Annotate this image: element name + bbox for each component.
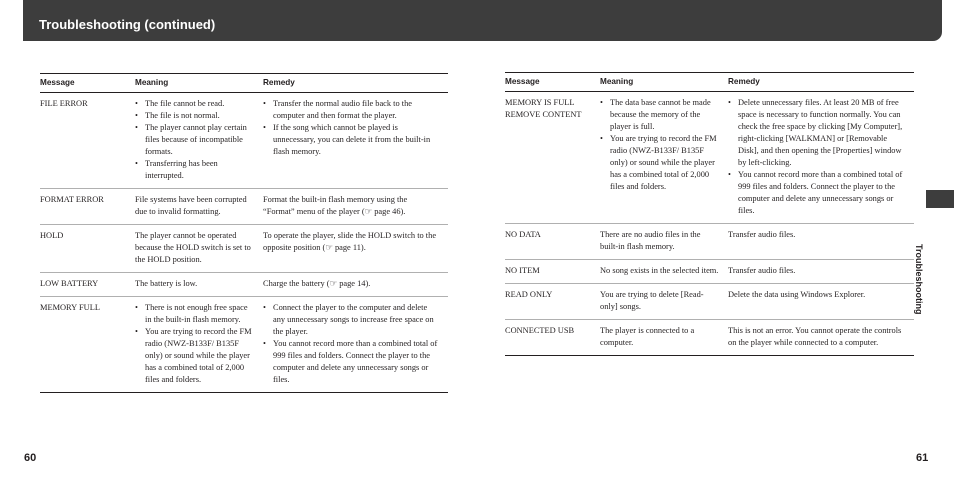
meaning-cell: You are trying to delete [Read-only] songs. bbox=[600, 284, 728, 320]
table-row bbox=[505, 320, 914, 356]
table-row bbox=[40, 189, 448, 225]
meaning-cell: The battery is low. bbox=[135, 273, 263, 297]
bullet-item: • You are trying to record the FM radio (NWZ-B133F/ B135F only) or sound while the player has a combined total of 2,000 files and folders. bbox=[610, 133, 720, 193]
column-header-remedy: Remedy bbox=[263, 74, 448, 93]
table-body bbox=[505, 92, 914, 356]
column-header-meaning: Meaning bbox=[600, 73, 728, 92]
bullet-item: • The player cannot play certain files because of incompatible formats. bbox=[145, 122, 255, 158]
page-title: Troubleshooting (continued) bbox=[39, 17, 216, 32]
meaning-cell: The player cannot be operated because the HOLD switch is set to the HOLD position. bbox=[135, 225, 263, 273]
table-row bbox=[40, 273, 448, 297]
remedy-cell: Charge the battery (☞ page 14). bbox=[263, 273, 448, 297]
message-cell: LOW BATTERY bbox=[40, 273, 135, 297]
bullet-item: • The data base cannot be made because the memory of the player is full. bbox=[610, 97, 720, 133]
remedy-cell: To operate the player, slide the HOLD switch to the opposite position (☞ page 11). bbox=[263, 225, 448, 273]
section-tab bbox=[926, 190, 954, 208]
bullet-item: • Delete unnecessary files. At least 20 MB of free space is necessary to function normally. You can check the free space by clicking [My Computer], right-clicking [WALKMAN] or [Removable Disk], and then opening the [Properties] window by left-clicking. bbox=[738, 97, 906, 169]
table-row bbox=[40, 225, 448, 273]
header-bar bbox=[23, 0, 942, 41]
table-row bbox=[505, 224, 914, 260]
column-header-message: Message bbox=[40, 74, 135, 93]
meaning-cell: File systems have been corrupted due to invalid formatting. bbox=[135, 189, 263, 225]
bullet-item: • There is not enough free space in the built-in flash memory. bbox=[145, 302, 255, 326]
page-number-left: 60 bbox=[24, 452, 37, 464]
bullet-item: • The file is not normal. bbox=[145, 110, 255, 122]
message-cell: CONNECTED USB bbox=[505, 320, 600, 356]
meaning-cell bbox=[135, 297, 263, 393]
message-cell: MEMORY FULL bbox=[40, 297, 135, 393]
page-number-right: 61 bbox=[916, 452, 929, 464]
bullet-list bbox=[728, 97, 906, 217]
meaning-cell bbox=[135, 93, 263, 189]
bullet-item: • If the song which cannot be played is unnecessary, you can delete it from the built-in flash memory. bbox=[273, 122, 440, 158]
remedy-cell bbox=[263, 297, 448, 393]
bullet-list bbox=[263, 98, 440, 158]
table-row bbox=[505, 92, 914, 224]
message-cell: NO ITEM bbox=[505, 260, 600, 284]
bullet-item: • Transferring has been interrupted. bbox=[145, 158, 255, 182]
remedy-cell: Transfer audio files. bbox=[728, 260, 914, 284]
message-cell: READ ONLY bbox=[505, 284, 600, 320]
remedy-cell bbox=[728, 92, 914, 224]
table-row bbox=[40, 297, 448, 393]
table-row bbox=[505, 260, 914, 284]
message-cell: HOLD bbox=[40, 225, 135, 273]
bullet-list bbox=[135, 98, 255, 182]
table-header-row bbox=[40, 74, 448, 93]
remedy-cell: Delete the data using Windows Explorer. bbox=[728, 284, 914, 320]
remedy-cell bbox=[263, 93, 448, 189]
table-header-row bbox=[505, 73, 914, 92]
column-header-meaning: Meaning bbox=[135, 74, 263, 93]
remedy-cell: This is not an error. You cannot operate the controls on the player while connected to a computer. bbox=[728, 320, 914, 356]
message-cell: MEMORY IS FULL REMOVE CONTENT bbox=[505, 92, 600, 224]
bullet-item: • Connect the player to the computer and delete any unnecessary songs to increase free space on the player. bbox=[273, 302, 440, 338]
message-cell: FORMAT ERROR bbox=[40, 189, 135, 225]
bullet-list bbox=[263, 302, 440, 386]
column-header-remedy: Remedy bbox=[728, 73, 914, 92]
bullet-list bbox=[135, 302, 255, 386]
meaning-cell bbox=[600, 92, 728, 224]
bullet-item: • You cannot record more than a combined total of 999 files and folders. Connect the player to the computer and delete any unnecessary songs or files. bbox=[273, 338, 440, 386]
bullet-list bbox=[600, 97, 720, 193]
message-cell: FILE ERROR bbox=[40, 93, 135, 189]
right-troubleshooting-table bbox=[505, 72, 914, 356]
bullet-item: • You are trying to record the FM radio (NWZ-B133F/ B135F only) or sound while the player has a combined total of 2,000 files and folders. bbox=[145, 326, 255, 386]
remedy-cell: Format the built-in flash memory using the “Format” menu of the player (☞ page 46). bbox=[263, 189, 448, 225]
meaning-cell: The player is connected to a computer. bbox=[600, 320, 728, 356]
column-header-message: Message bbox=[505, 73, 600, 92]
left-troubleshooting-table bbox=[40, 73, 448, 393]
table-body bbox=[40, 93, 448, 393]
table-row bbox=[505, 284, 914, 320]
table-row bbox=[40, 93, 448, 189]
remedy-cell: Transfer audio files. bbox=[728, 224, 914, 260]
message-cell: NO DATA bbox=[505, 224, 600, 260]
meaning-cell: No song exists in the selected item. bbox=[600, 260, 728, 284]
bullet-item: • Transfer the normal audio file back to the computer and then format the player. bbox=[273, 98, 440, 122]
bullet-item: • The file cannot be read. bbox=[145, 98, 255, 110]
section-tab-label: Troubleshooting bbox=[914, 244, 924, 315]
bullet-item: • You cannot record more than a combined total of 999 files and folders. Connect the player to the computer and delete any unnecessary songs or files. bbox=[738, 169, 906, 217]
meaning-cell: There are no audio files in the built-in flash memory. bbox=[600, 224, 728, 260]
